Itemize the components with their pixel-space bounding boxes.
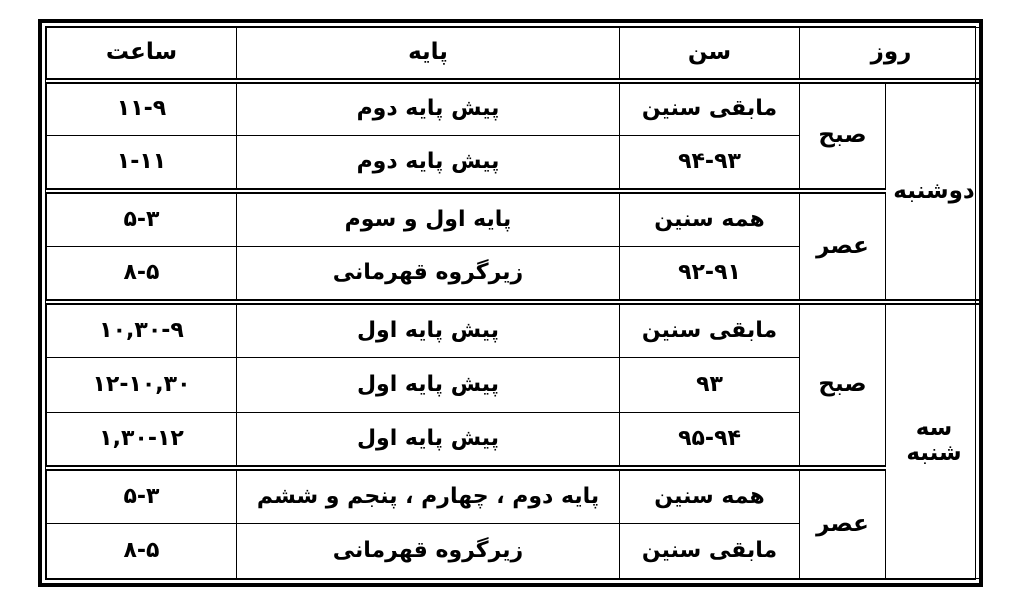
level-cell: پیش پایه اول [237,413,620,468]
time-cell: ۵-۳ [47,191,237,246]
level-cell: پیش پایه دوم [237,81,620,136]
schedule-inner-border [45,26,976,580]
level-cell: پایه اول و سوم [237,191,620,246]
level-cell: زیرگروه قهرمانی [237,247,620,302]
table-row [47,191,983,246]
time-cell: ۱-۱۱ [47,136,237,191]
header-row [47,28,983,81]
age-cell: مابقی سنین [620,81,800,136]
period-cell: صبح [800,302,886,468]
level-cell: پیش پایه دوم [237,136,620,191]
table-row [47,81,983,136]
time-cell: ۱۲-۱۰,۳۰ [47,357,237,412]
schedule-frame [38,19,983,587]
time-cell: ۵-۳ [47,468,237,523]
day-cell: دوشنبه [886,81,983,302]
time-cell: ۱,۳۰-۱۲ [47,413,237,468]
age-cell: مابقی سنین [620,302,800,357]
period-cell: عصر [800,191,886,302]
level-cell: پیش پایه اول [237,302,620,357]
level-cell: پایه دوم ، چهارم ، پنجم و ششم [237,468,620,523]
table-row [47,468,983,523]
time-cell: ۱۱-۹ [47,81,237,136]
age-cell: مابقی سنین [620,523,800,578]
time-cell: ۱۰,۳۰-۹ [47,302,237,357]
age-cell: ۹۲-۹۱ [620,247,800,302]
period-cell: صبح [800,81,886,192]
header-age: سن [620,28,800,81]
age-cell: ۹۳ [620,357,800,412]
age-cell: ۹۵-۹۴ [620,413,800,468]
schedule-table [46,27,983,579]
header-day: روز [800,28,983,81]
level-cell: زیرگروه قهرمانی [237,523,620,578]
header-time: ساعت [47,28,237,81]
table-row [47,302,983,357]
header-level: پایه [237,28,620,81]
time-cell: ۸-۵ [47,247,237,302]
age-cell: همه سنین [620,191,800,246]
day-cell: سه شنبه [886,302,983,579]
level-cell: پیش پایه اول [237,357,620,412]
age-cell: همه سنین [620,468,800,523]
period-cell: عصر [800,468,886,579]
time-cell: ۸-۵ [47,523,237,578]
age-cell: ۹۴-۹۳ [620,136,800,191]
